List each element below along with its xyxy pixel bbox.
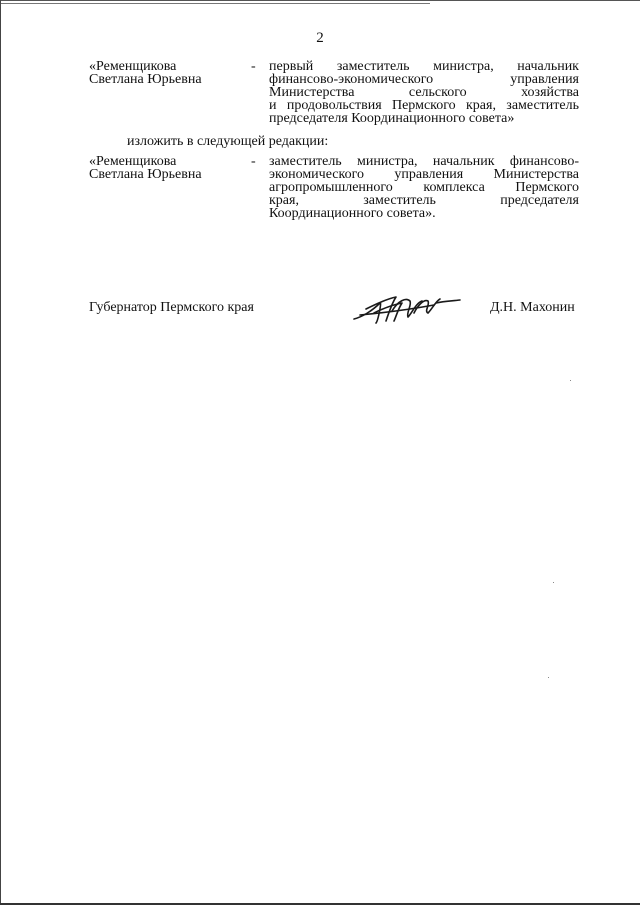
page-number: 2	[316, 30, 324, 46]
description-line: края, заместитель председателя	[269, 193, 579, 208]
scan-speck	[548, 677, 549, 678]
description-line: Министерства сельского хозяйства	[269, 85, 579, 100]
scan-border-left	[0, 0, 1, 905]
signatory-name: Д.Н. Махонин	[490, 300, 575, 315]
person-given-names: Светлана Юрьевна	[89, 72, 202, 87]
description-line: председателя Координационного совета»	[269, 111, 515, 126]
person-surname: «Ременщикова	[89, 59, 177, 74]
description-line: первый заместитель министра, начальник	[269, 59, 579, 74]
old-entry	[89, 60, 579, 130]
description-line: и продовольствия Пермского края, заместитель	[269, 98, 579, 113]
scan-speck	[570, 380, 571, 381]
scan-speck	[553, 582, 554, 583]
description-line: Координационного совета».	[269, 206, 436, 221]
description-line: агропромышленного комплекса Пермского	[269, 180, 579, 195]
position-description	[269, 155, 579, 220]
description-line: экономического управления Министерства	[269, 167, 579, 182]
person-name	[89, 155, 249, 181]
description-line: финансово-экономического управления	[269, 72, 579, 87]
person-given-names: Светлана Юрьевна	[89, 167, 202, 182]
amendment-instruction: изложить в следующей редакции:	[127, 134, 329, 149]
entry-dash: -	[251, 154, 256, 169]
person-name	[89, 60, 249, 86]
scan-border-top	[0, 0, 640, 1]
signatory-title: Губернатор Пермского края	[89, 300, 254, 315]
scan-border-top-inner	[0, 3, 430, 4]
new-entry	[89, 155, 579, 225]
person-surname: «Ременщикова	[89, 154, 177, 169]
entry-dash: -	[251, 59, 256, 74]
position-description	[269, 60, 579, 125]
handwritten-signature	[352, 291, 462, 325]
description-line: заместитель министра, начальник финансово-	[269, 154, 579, 169]
